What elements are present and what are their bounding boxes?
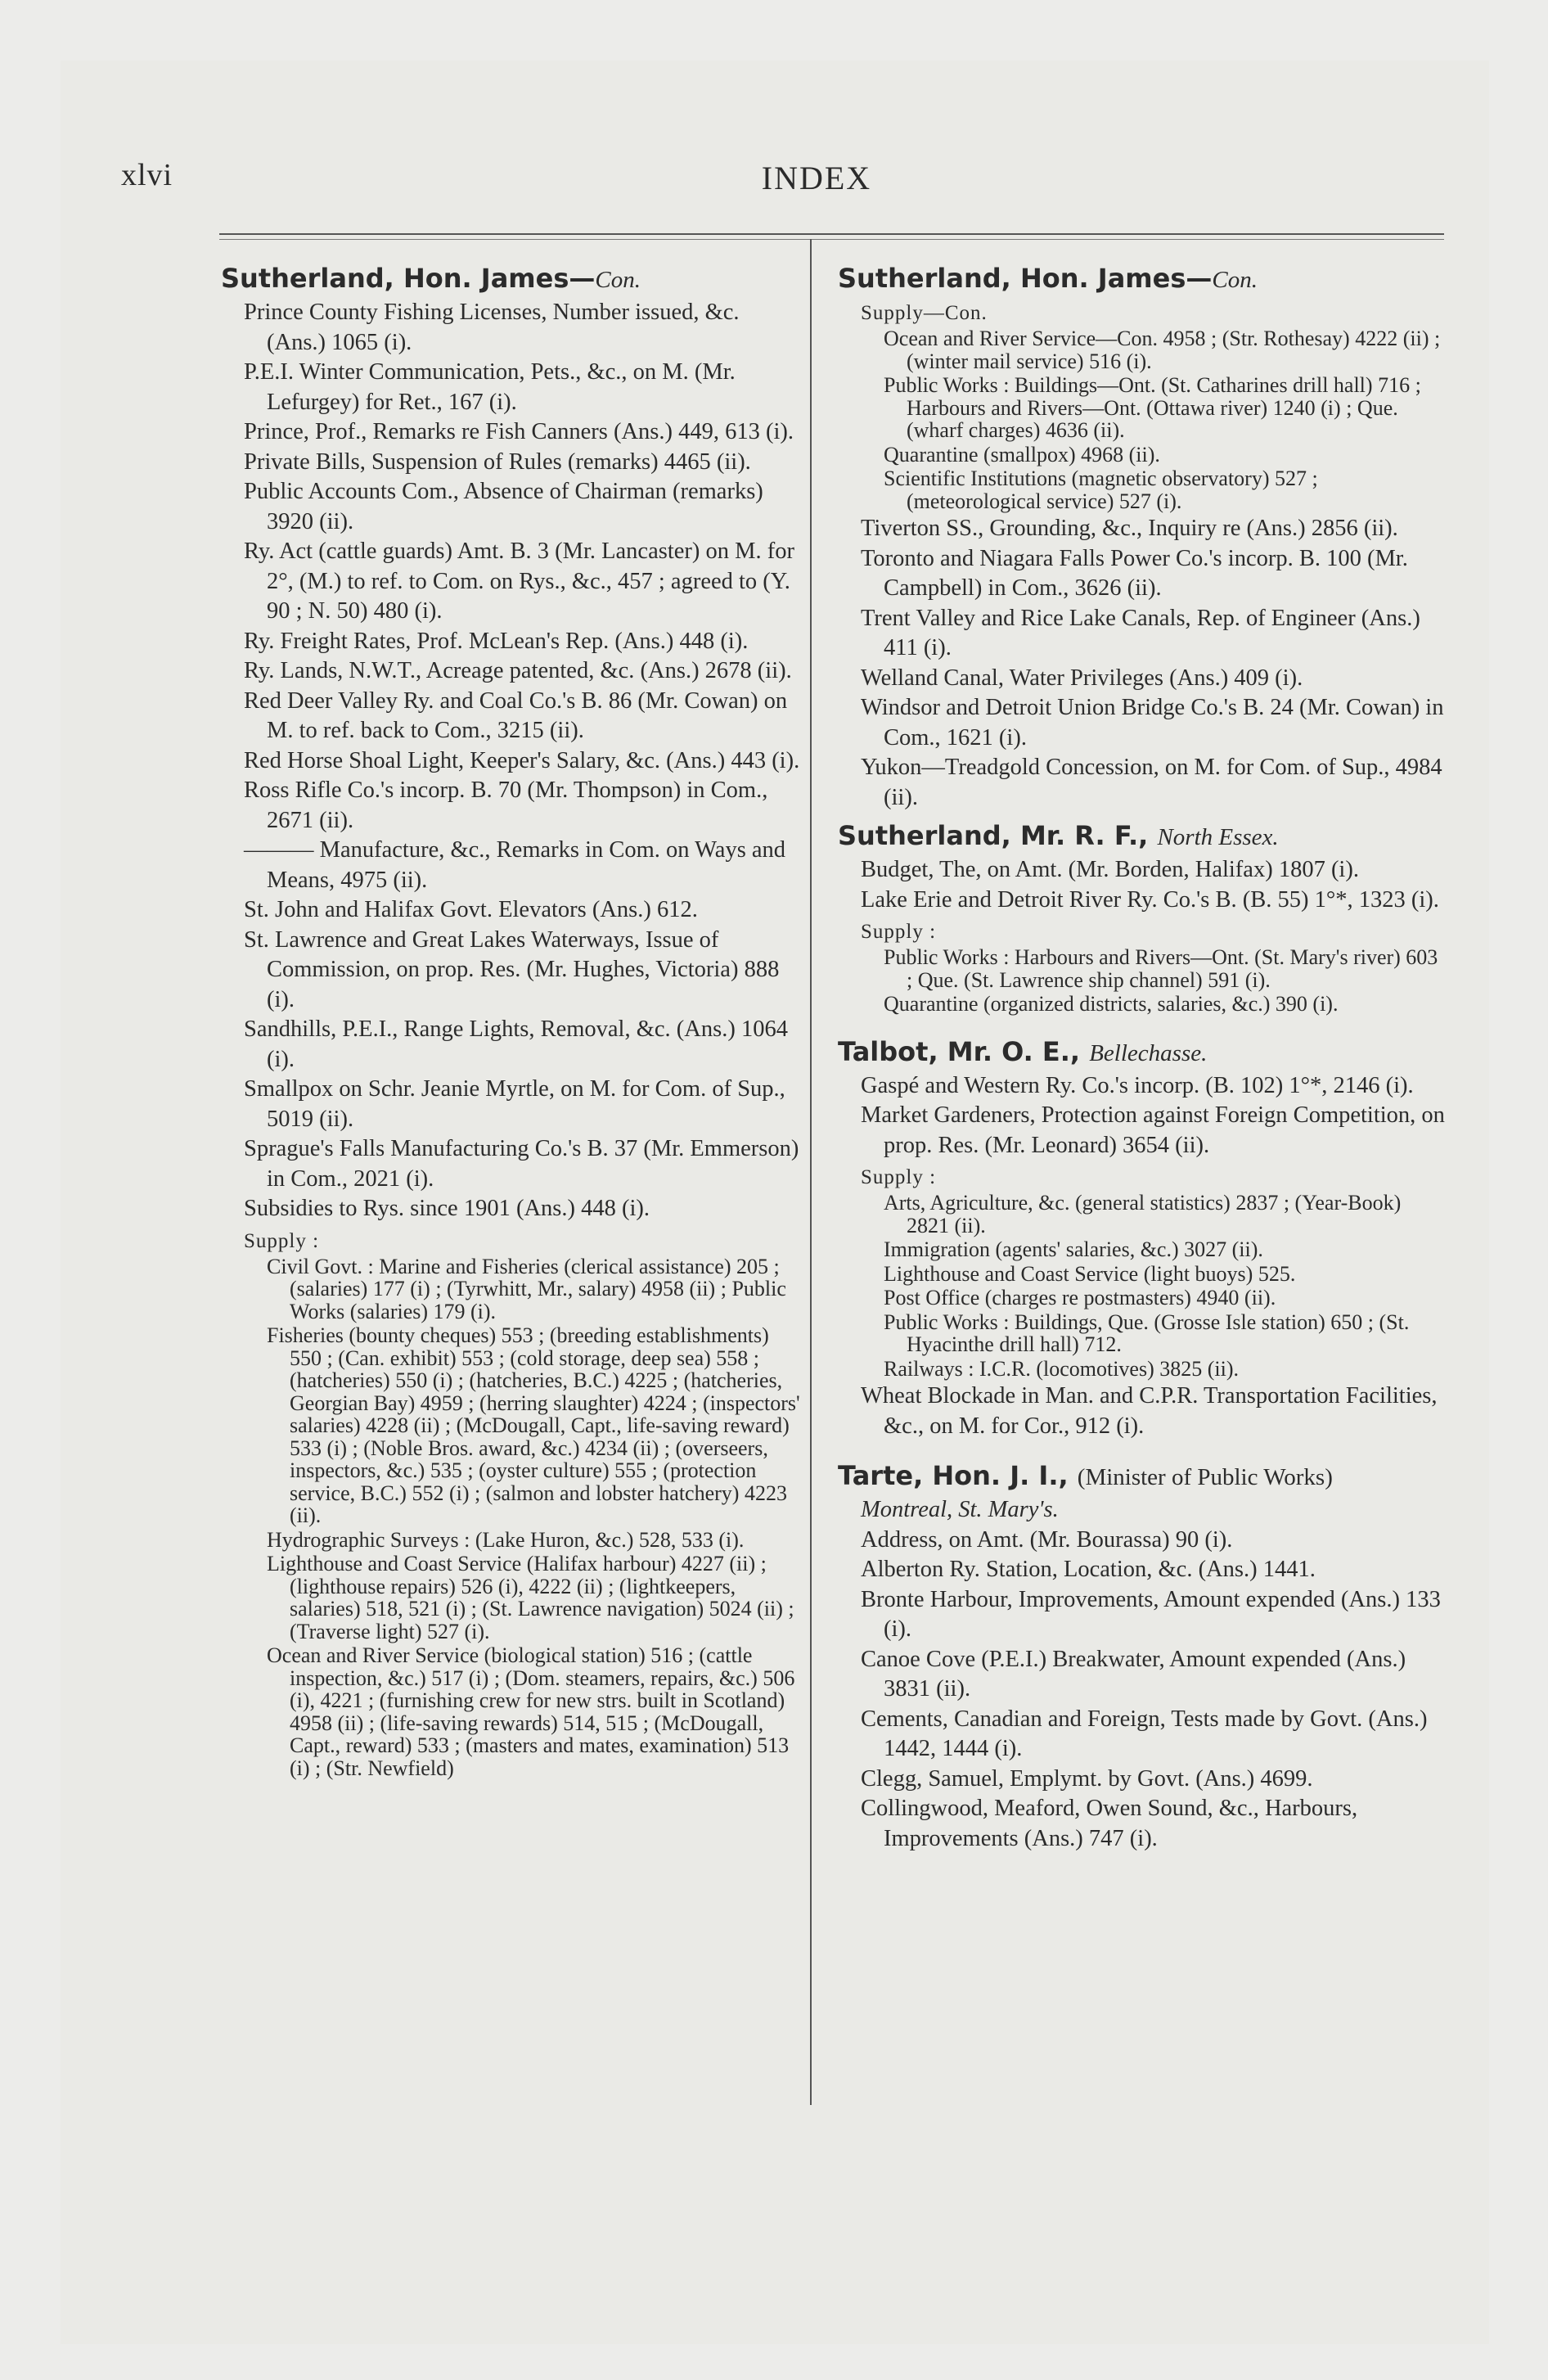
supply-label: Supply—Con. <box>861 302 988 324</box>
constituency: Montreal, St. Mary's. <box>861 1497 1059 1522</box>
index-entry: Ry. Lands, N.W.T., Acreage patented, &c. (Ans.) 2678 (ii). <box>244 658 792 683</box>
index-entry: Collingwood, Meaford, Owen Sound, &c., Harbours, Improvements (Ans.) 747 (i). <box>861 1796 1358 1851</box>
entry-heading: Sutherland, Mr. R. F., North Essex. <box>838 820 1279 851</box>
index-entry: Clegg, Samuel, Emplymt. by Govt. (Ans.) 4699. <box>861 1765 1313 1792</box>
index-entry: Ry. Act (cattle guards) Amt. B. 3 (Mr. Lancaster) on M. for 2°, (M.) to ref. to Com. on Rys., &c., 457 ; agreed to (Y. 90 ; N. 50) 480 (i). <box>244 539 794 624</box>
index-entry: Address, on Amt. (Mr. Bourassa) 90 (i). <box>861 1526 1233 1553</box>
supply-entry: Public Works : Buildings, Que. (Grosse Isle station) 650 ; (St. Hyacinthe drill hall) 712. <box>884 1309 1410 1356</box>
supply-entry: Ocean and River Service (biological station) 516 ; (cattle inspection, &c.) 517 (i) ; (Dom. steamers, repairs, &c.) 506 (i), 4221 ; (furnishing crew for new strs. built in Scotland) 4958 (ii) ; (life-saving rewards) 514, 515 ; (McDougall, Capt., reward) 533 ; (masters and mates, examination) 513 (i) ; (Str. Newfield) <box>267 1643 795 1780</box>
page-header <box>121 157 1447 206</box>
index-entry: Gaspé and Western Ry. Co.'s incorp. (B. 102) 1°*, 2146 (i). <box>861 1072 1414 1098</box>
supply-entry: Lighthouse and Coast Service (light buoys) 525. <box>884 1261 1296 1286</box>
supply-label: Supply : <box>244 1229 320 1252</box>
index-entry: Windsor and Detroit Union Bridge Co.'s B. 24 (Mr. Cowan) in Com., 1621 (i). <box>861 695 1444 751</box>
supply-entry: Post Office (charges re postmasters) 4940 (ii). <box>884 1286 1276 1309</box>
supply-entry: Ocean and River Service—Con. 4958 ; (Str. Rothesay) 4222 (ii) ; (winter mail service) 516 (i). <box>884 327 1441 373</box>
left-column <box>221 262 802 1781</box>
index-entry: Smallpox on Schr. Jeanie Myrtle, on M. for Com. of Sup., 5019 (ii). <box>244 1076 785 1132</box>
supply-entry: Public Works : Harbours and Rivers—Ont. (St. Mary's river) 603 ; Que. (St. Lawrence ship channel) 591 (i). <box>884 945 1438 992</box>
supply-entry: Quarantine (organized districts, salaries, &c.) 390 (i). <box>884 992 1339 1016</box>
supply-entry: Arts, Agriculture, &c. (general statistics) 2837 ; (Year-Book) 2821 (ii). <box>884 1191 1402 1237</box>
entry-heading: Sutherland, Hon. James—Con. <box>221 263 641 294</box>
index-entry: Cements, Canadian and Foreign, Tests made by Govt. (Ans.) 1442, 1444 (i). <box>861 1706 1428 1761</box>
index-entry: Ry. Freight Rates, Prof. McLean's Rep. (Ans.) 448 (i). <box>244 628 749 654</box>
supply-entry: Scientific Institutions (magnetic observatory) 527 ; (meteorological service) 527 (i). <box>884 467 1318 513</box>
header-rule-thin <box>219 239 1444 240</box>
column-divider <box>810 239 812 2105</box>
supply-entry: Public Works : Buildings—Ont. (St. Catharines drill hall) 716 ; Harbours and Rivers—Ont. (Ottawa river) 1240 (i) ; Que. (wharf charges) 4636 (ii). <box>884 373 1421 442</box>
index-entry: Canoe Cove (P.E.I.) Breakwater, Amount expended (Ans.) 3831 (ii). <box>861 1646 1406 1702</box>
index-entry: Ross Rifle Co.'s incorp. B. 70 (Mr. Thompson) in Com., 2671 (ii). <box>244 778 768 833</box>
index-entry: P.E.I. Winter Communication, Pets., &c., on M. (Mr. Lefurgey) for Ret., 167 (i). <box>244 359 736 415</box>
supply-entry: Lighthouse and Coast Service (Halifax harbour) 4227 (ii) ; (lighthouse repairs) 526 (i), 4222 (ii) ; (lightkeepers, salaries) 518, 521 (i) ; (St. Lawrence navigation) 5024 (ii) ; (Traverse light) 527 (i). <box>267 1552 794 1643</box>
index-entry: Yukon—Treadgold Concession, on M. for Com. of Sup., 4984 (ii). <box>861 755 1442 810</box>
index-entry: Private Bills, Suspension of Rules (remarks) 4465 (ii). <box>244 449 751 475</box>
supply-entry: Fisheries (bounty cheques) 553 ; (breeding establishments) 550 ; (Can. exhibit) 553 ; (cold storage, deep sea) 558 ; (hatcheries) 550 (i) ; (hatcheries, B.C.) 4225 ; (hatcheries, Georgian Bay) 4959 ; (herring slaughter) 4224 ; (inspectors' salaries) 4228 (ii) ; (McDougall, Capt., life-saving reward) 533 (i) ; (Noble Bros. award, &c.) 4234 (ii) ; (overseers, inspectors, &c.) 535 ; (oyster culture) 555 ; (protection service, B.C.) 552 (i) ; (salmon and lobster hatchery) 4223 (ii). <box>267 1323 800 1527</box>
page-number: xlvi <box>121 158 173 192</box>
page-title: INDEX <box>761 160 872 196</box>
index-entry: Budget, The, on Amt. (Mr. Borden, Halifax) 1807 (i). <box>861 857 1359 882</box>
supply-label: Supply : <box>861 921 937 943</box>
index-entry: St. John and Halifax Govt. Elevators (Ans.) 612. <box>244 897 698 922</box>
index-entry: Sprague's Falls Manufacturing Co.'s B. 37 (Mr. Emmerson) in Com., 2021 (i). <box>244 1136 799 1192</box>
spacer <box>815 1017 1445 1035</box>
supply-label: Supply : <box>861 1166 937 1188</box>
supply-entry: Hydrographic Surveys : (Lake Huron, &c.) 528, 533 (i). <box>267 1527 745 1552</box>
index-entry: Trent Valley and Rice Lake Canals, Rep. of Engineer (Ans.) 411 (i). <box>861 605 1420 660</box>
index-entry: Tiverton SS., Grounding, &c., Inquiry re (Ans.) 2856 (ii). <box>861 516 1398 541</box>
section-sutherland-james <box>815 262 1445 813</box>
section-tarte <box>815 1459 1445 1854</box>
spacer <box>815 1441 1445 1459</box>
supply-entry: Quarantine (smallpox) 4968 (ii). <box>884 442 1160 467</box>
index-entry: Red Horse Shoal Light, Keeper's Salary, &c. (Ans.) 443 (i). <box>244 747 800 773</box>
index-entry: Wheat Blockade in Man. and C.P.R. Transportation Facilities, &c., on M. for Cor., 912 (i). <box>861 1383 1438 1439</box>
entry-heading: Sutherland, Hon. James—Con. <box>838 263 1258 294</box>
entry-heading: Tarte, Hon. J. I., (Minister of Public Works) <box>838 1460 1333 1491</box>
supply-entry: Railways : I.C.R. (locomotives) 3825 (ii). <box>884 1356 1240 1381</box>
index-entry: Subsidies to Rys. since 1901 (Ans.) 448 (i). <box>244 1196 650 1221</box>
supply-entry: Civil Govt. : Marine and Fisheries (clerical assistance) 205 ; (salaries) 177 (i) ; (Tyrwhitt, Mr., salary) 4958 (ii) ; Public Works (salaries) 179 (i). <box>267 1254 786 1323</box>
index-entry: Welland Canal, Water Privileges (Ans.) 409 (i). <box>861 665 1303 691</box>
index-entry: Alberton Ry. Station, Location, &c. (Ans.) 1441. <box>861 1557 1316 1582</box>
index-entry: Toronto and Niagara Falls Power Co.'s incorp. B. 100 (Mr. Campbell) in Com., 3626 (ii). <box>861 545 1408 601</box>
index-entry: Red Deer Valley Ry. and Coal Co.'s B. 86 (Mr. Cowan) on M. to ref. back to Com., 3215 (ii). <box>244 687 788 743</box>
section-sutherland-rf <box>815 819 1445 1016</box>
index-entry: Market Gardeners, Protection against Foreign Competition, on prop. Res. (Mr. Leonard) 3654 (ii). <box>861 1102 1445 1158</box>
section-talbot <box>815 1035 1445 1442</box>
index-entry: Bronte Harbour, Improvements, Amount expended (Ans.) 133 (i). <box>861 1586 1441 1642</box>
spacer <box>815 813 1445 819</box>
right-column <box>815 262 1445 1854</box>
index-entry: Lake Erie and Detroit River Ry. Co.'s B. (B. 55) 1°*, 1323 (i). <box>861 886 1439 913</box>
index-entry: Prince County Fishing Licenses, Number issued, &c. (Ans.) 1065 (i). <box>244 300 740 355</box>
entry-heading: Talbot, Mr. O. E., Bellechasse. <box>838 1035 1208 1067</box>
index-entry: ——— Manufacture, &c., Remarks in Com. on Ways and Means, 4975 (ii). <box>244 837 786 893</box>
index-entry: Public Accounts Com., Absence of Chairman (remarks) 3920 (ii). <box>244 479 763 534</box>
supply-entry: Immigration (agents' salaries, &c.) 3027 (ii). <box>884 1237 1263 1261</box>
index-entry: Prince, Prof., Remarks re Fish Canners (Ans.) 449, 613 (i). <box>244 419 794 444</box>
index-entry: St. Lawrence and Great Lakes Waterways, Issue of Commission, on prop. Res. (Mr. Hughes, Victoria) 888 (i). <box>244 926 780 1012</box>
header-rule <box>219 233 1444 235</box>
index-entry: Sandhills, P.E.I., Range Lights, Removal, &c. (Ans.) 1064 (i). <box>244 1016 788 1072</box>
